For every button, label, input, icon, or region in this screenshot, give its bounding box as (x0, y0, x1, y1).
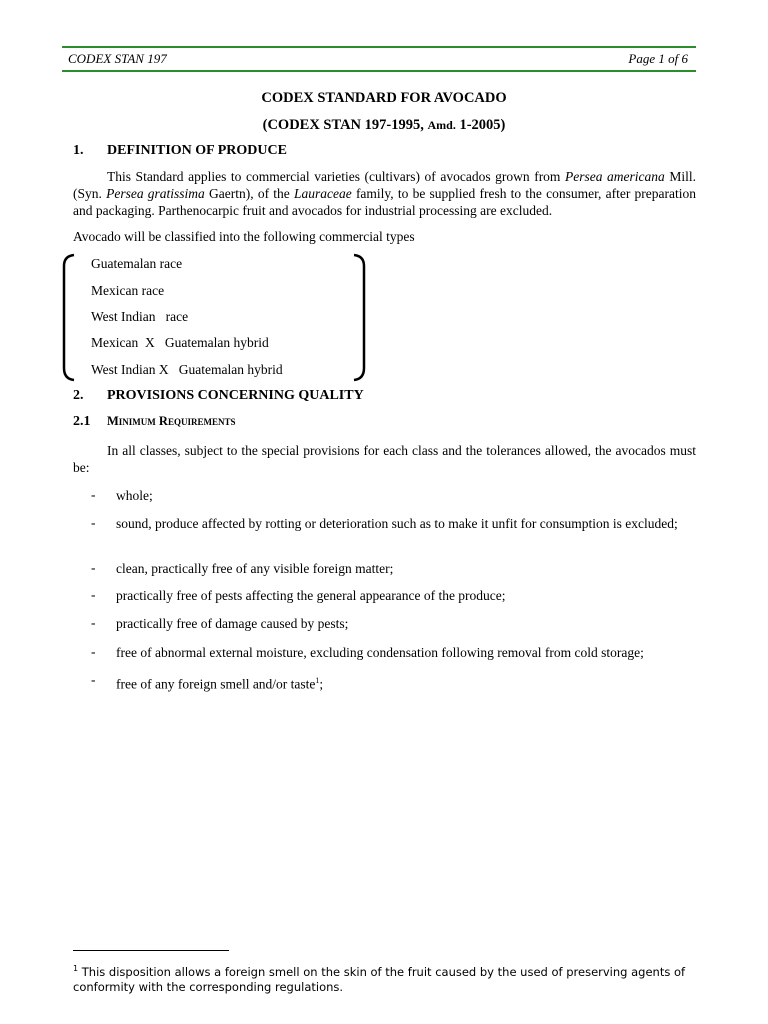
header-doc-code: CODEX STAN 197 (68, 51, 167, 66)
list-item: whole; (116, 488, 153, 503)
species-name-1: Persea americana (565, 169, 665, 184)
species-name-2: Persea gratissima (106, 186, 205, 201)
bullet-marker: - (91, 672, 96, 687)
bullet-marker: - (91, 560, 96, 575)
footnote-text: This disposition allows a foreign smell on the skin of the fruit caused by the used of preserving agents of conformity with the corresponding regulations. (73, 964, 686, 994)
list-item: sound, produce affected by rotting or deterioration such as to make it unfit for consumption is excluded; (116, 516, 678, 531)
section-2-heading (73, 388, 364, 404)
document-title: CODEX STANDARD FOR AVOCADO (261, 90, 507, 106)
type-item: Guatemalan race (91, 256, 183, 271)
right-bracket (354, 255, 364, 380)
footnote-marker: 1 (73, 964, 79, 973)
header-page-number: Page 1 of 6 (628, 51, 688, 66)
subtitle-suffix: 1-2005) (455, 117, 506, 133)
section-2-title: PROVISIONS CONCERNING QUALITY (107, 388, 364, 403)
header-bottom-rule (62, 70, 696, 72)
types-intro: Avocado will be classified into the following commercial types (73, 229, 415, 244)
list-item: free of any foreign smell and/or taste$^1$; (116, 676, 324, 692)
type-item: Mexican X Guatemalan hybrid (91, 335, 269, 350)
bullet-marker: - (91, 615, 96, 630)
list-item: free of abnormal external moisture, excluding condensation following removal from cold storage; (116, 645, 644, 660)
list-item: clean, practically free of any visible foreign matter; (116, 561, 394, 576)
definition-paragraph: This Standard applies to commercial varieties (cultivars) of avocados grown from Persea americana Mill. (Syn. Persea gratissima Gaertn), of the Lauraceae family, to be supplied fresh to the consumer, after preparation and packaging. Parthenocarpic fruit and avocados for industrial processing are excluded. (73, 169, 697, 218)
header-top-rule (62, 46, 696, 48)
type-item: West Indian X Guatemalan hybrid (91, 362, 283, 377)
subtitle-amendment: Amd. (427, 118, 456, 132)
bullet-marker: - (91, 587, 96, 602)
requirements-intro: In all classes, subject to the special provisions for each class and the tolerances allowed, the avocados must be: (73, 443, 696, 475)
footnote-reference: 1 (315, 676, 320, 685)
family-name: Lauraceae (293, 186, 352, 201)
list-item: practically free of pests affecting the general appearance of the produce; (116, 588, 506, 603)
section-1-number: 1. (73, 143, 84, 158)
footnote (73, 961, 696, 995)
section-1-title: DEFINITION OF PRODUCE (107, 143, 287, 158)
type-item: Mexican race (91, 283, 165, 298)
bullet-marker: - (91, 515, 96, 530)
left-bracket (64, 255, 74, 380)
bullet-marker: - (91, 644, 96, 659)
bullet-marker: - (91, 487, 96, 502)
document-subtitle (0, 117, 768, 134)
subsection-2-1-number: 2.1 (73, 414, 91, 429)
section-2-number: 2. (73, 388, 84, 403)
footnote-separator (73, 950, 229, 951)
type-item: West Indian race (91, 309, 189, 324)
subsection-2-1-title: Minimum Requirements (107, 414, 236, 428)
subsection-2-1-heading (73, 414, 235, 430)
subtitle-prefix: (CODEX STAN 197-1995, (262, 117, 428, 133)
section-1-heading (73, 143, 287, 159)
list-item: practically free of damage caused by pests; (116, 616, 349, 631)
